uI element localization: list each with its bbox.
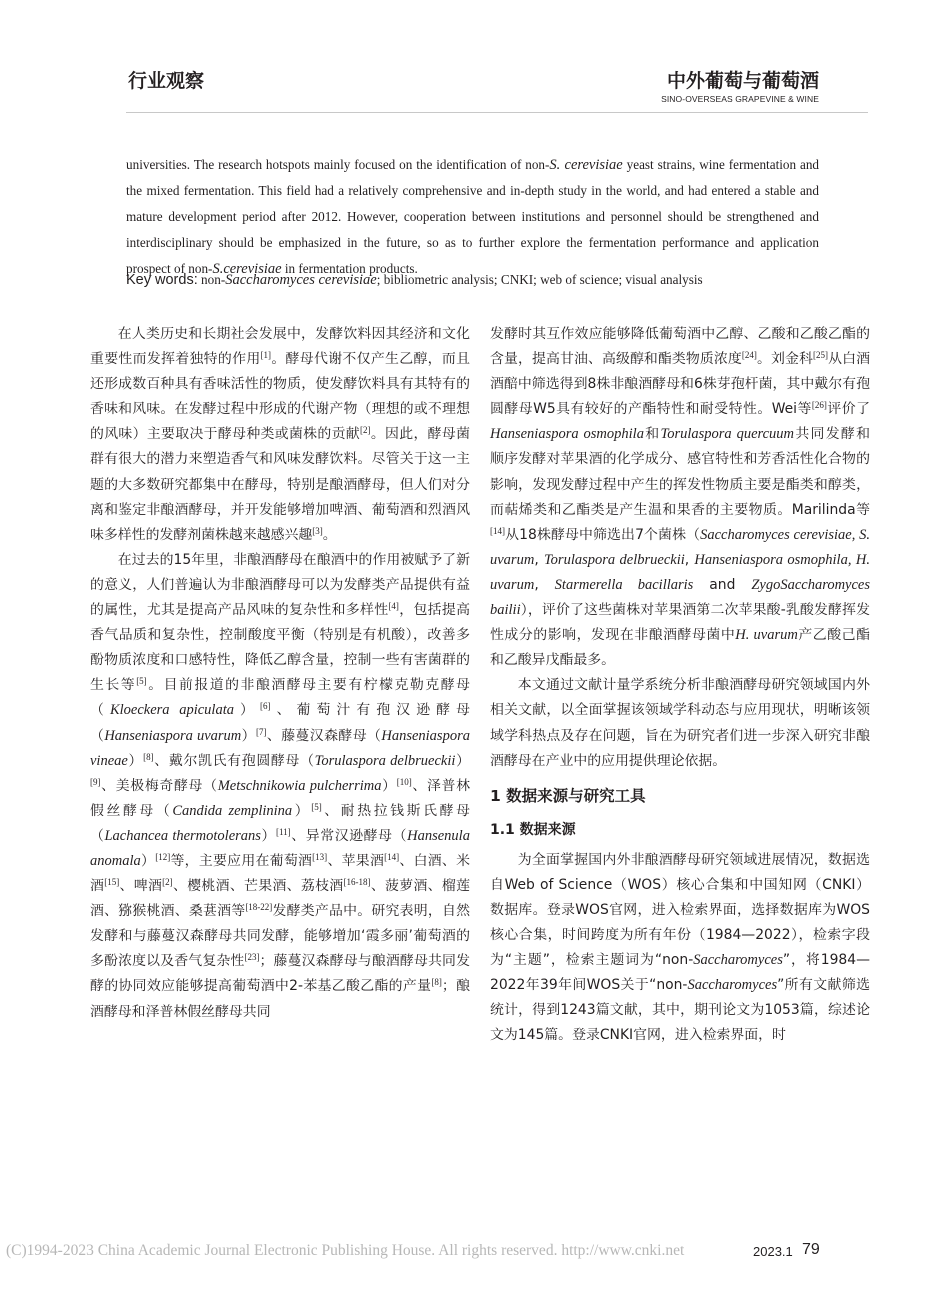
section-heading: 1 数据来源与研究工具 [490, 786, 646, 805]
body-column-left [90, 322, 470, 1025]
body-paragraph: 本文通过文献计量学系统分析非酿酒酵母研究领域国内外相关文献，以全面掌握该领域学科动态与应用现状，明晰该领域学科热点及存在问题，旨在为研究者们进一步深入研究非酿酒酵母在产业中的应用提供理论依据。 [490, 677, 870, 769]
subsection-heading: 1.1 数据来源 [490, 821, 576, 838]
abstract-paragraph: universities. The research hotspots mainly focused on the identification of non-S. cerevisiae yeast strains, wine fermentation and the mixed fermentation. This field had a relatively comprehensive and in-depth study in the world, and had entered a stable and mature development period after 2012. However, cooperation between institutions and personnel should be strengthened and interdisciplinary should be emphasized in the future, so as to further explore the fermentation performance and application prospect of non-S.cerevisiae in fermentation products. [126, 157, 820, 277]
section-label: 行业观察 [128, 70, 205, 92]
page-number: 79 [802, 1241, 820, 1258]
body-paragraph: 在人类历史和长期社会发展中，发酵饮料因其经济和文化重要性而发挥着独特的作用[1]。酵母代谢不仅产生乙醇，而且还形成数百种具有香味活性的物质，使发酵饮料具有其特有的香味和风味。在发酵过程中形成的代谢产物（理想的或不理想的风味）主要取决于酵母种类或菌株的贡献[2]。因此，酵母菌群有很大的潜力来塑造香气和风味发酵饮料。尽管关于这一主题的大多数研究都集中在酵母，特别是酿酒酵母，但人们对分离和鉴定非酿酒酵母，并开发能够增加啤酒、葡萄酒和烈酒风味多样性的发酵剂菌株越来越感兴趣[3]。 [90, 326, 470, 543]
keywords-label: Key words: [126, 272, 198, 288]
issue-label: 2023.1 [753, 1244, 793, 1259]
page-footer [0, 1240, 950, 1264]
english-abstract [126, 152, 819, 282]
body-paragraph: 发酵时其互作效应能够降低葡萄酒中乙醇、乙酸和乙酸乙酯的含量，提高甘油、高级醇和酯类物质浓度[24]。刘金科[25]从白酒酒醅中筛选得到8株非酿酒酵母和6株芽孢杆菌，其中戴尔有孢圆酵母W5具有较好的产酯特性和耐受特性。Wei等[26]评价了Hanseniaspora osmophila和Torulaspora quercuum共同发酵和顺序发酵对苹果酒的化学成分、感官特性和芳香活性化合物的影响，发现发酵过程中产生的挥发性物质主要是酯类和醇类，而萜烯类和乙酯类是产生温和果香的主要物质。Marilinda等[14]从18株酵母中筛选出7个菌株（Saccharomyces cerevisiae, S. uvarum, Torulaspora delbrueckii, Hanseniaspora osmophila, H. uvarum, Starmerella bacillaris and ZygoSaccharomyces bailii），评价了这些菌株对苹果酒第二次苹果酸-乳酸发酵挥发性成分的影响，发现在非酿酒酵母菌中H. uvarum产乙酸己酯和乙酸异戊酯最多。 [490, 326, 871, 669]
copyright-watermark: (C)1994-2023 China Academic Journal Electronic Publishing House. All rights reserved. http://www.cnki.net [6, 1242, 685, 1259]
body-paragraph: 在过去的15年里，非酿酒酵母在酿酒中的作用被赋予了新的意义，人们普遍认为非酿酒酵母可以为发酵类产品提供有益的属性，尤其是提高产品风味的复杂性和多样性[4]，包括提高香气品质和复杂性，控制酸度平衡（特别是有机酸），改善多酚物质浓度和口感特性，降低乙醇含量，控制一些有害菌群的生长等[5]。目前报道的非酿酒酵母主要有柠檬克勒克酵母（Kloeckera apiculata）[6]、葡萄汁有孢汉逊酵母（Hanseniaspora uvarum）[7]、藤蔓汉森酵母（Hanseniaspora vineae）[8]、戴尔凯氏有孢圆酵母（Torulaspora delbrueckii）[9]、美极梅奇酵母（Metschnikowia pulcherrima）[10]、泽普林假丝酵母（Candida zemplinina）[5]、耐热拉钱斯氏酵母（Lachancea thermotolerans）[11]、异常汉逊酵母（Hansenula anomala）[12]等，主要应用在葡萄酒[13]、苹果酒[14]、白酒、米酒[15]、啤酒[2]、樱桃酒、芒果酒、荔枝酒[16-18]、菠萝酒、榴莲酒、猕猴桃酒、桑葚酒等[18-22]发酵类产品中。研究表明，自然发酵和与藤蔓汉森酵母共同发酵，能够增加‘霞多丽’葡萄酒的多酚浓度以及香气复杂性[23]；藤蔓汉森酵母与酿酒酵母共同发酵的协同效应能够提高葡萄酒中2-苯基乙酸乙酯的产量[8]；酿酒酵母和泽普林假丝酵母共同 [90, 551, 470, 1020]
journal-subtitle: SINO-OVERSEAS GRAPEVINE & WINE [661, 94, 819, 104]
journal-title: 中外葡萄与葡萄酒 [666, 70, 819, 92]
header-divider [126, 112, 868, 113]
body-column-right [490, 322, 870, 1048]
body-paragraph: 为全面掌握国内外非酿酒酵母研究领域进展情况，数据选自Web of Science（WOS）核心合集和中国知网（CNKI）数据库。登录WOS官网，进入检索界面，选择数据库为WOS核心合集，时间跨度为所有年份（1984—2022），检索字段为“主题”，检索主题词为“non-Saccharomyces”，将1984—2022年39年间WOS关于“non-Saccharomyces”所有文献筛选统计，得到1243篇文献，其中，期刊论文为1053篇，综述论文为145篇。登录CNKI官网，进入检索界面，时 [490, 851, 870, 1044]
keywords-line: Key words: non-Saccharomyces cerevisiae; bibliometric analysis; CNKI; web of science; visual analysis [126, 272, 703, 288]
